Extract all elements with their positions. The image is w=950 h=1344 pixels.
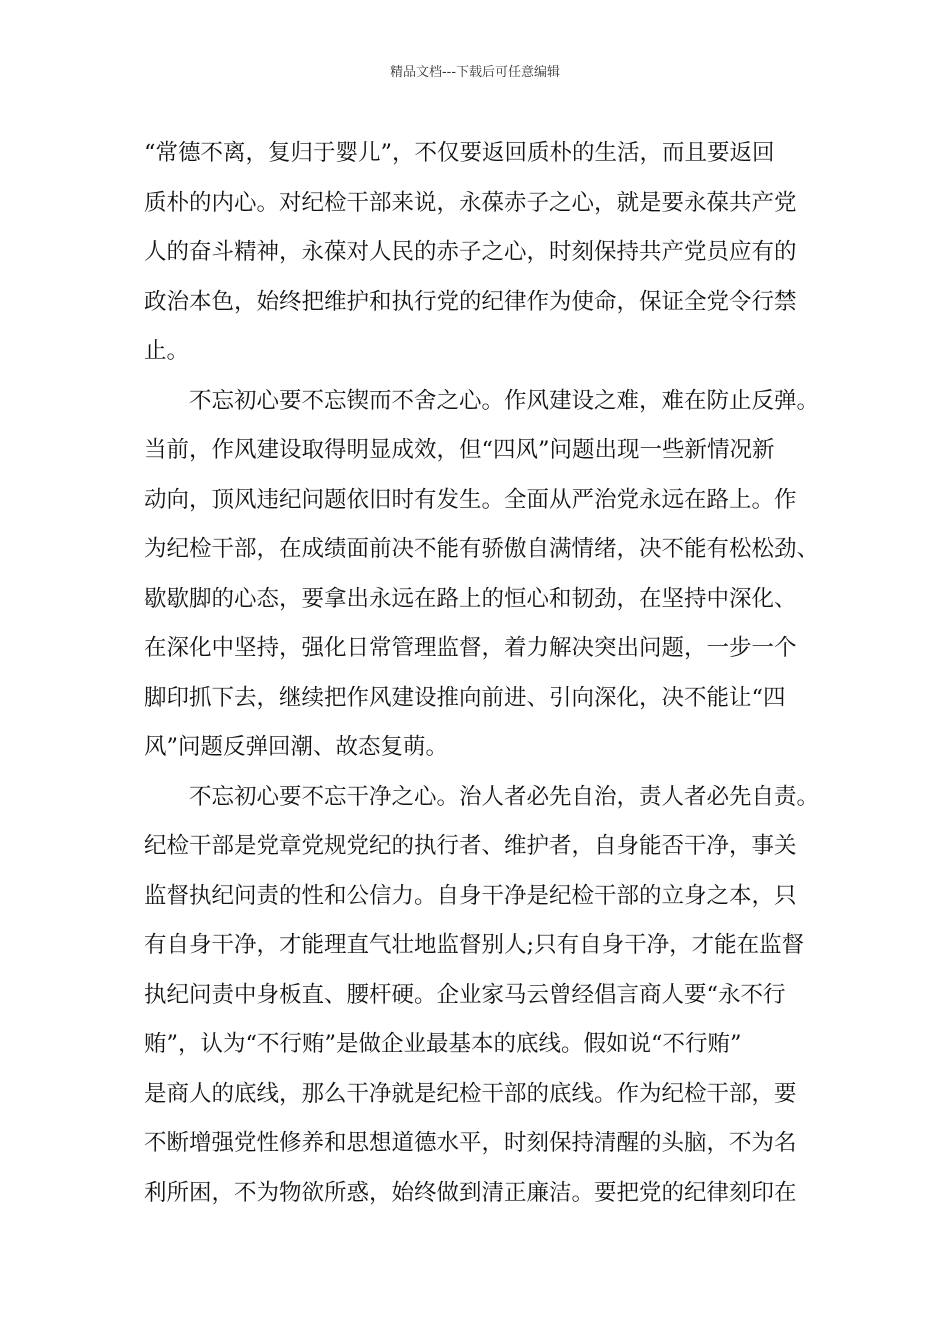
text-line: 脚印抓下去，继续把作风建设推向前进、引向深化，决不能让“四	[144, 684, 786, 711]
text-line: 不断增强党性修养和思想道德水平，时刻保持清醒的头脑，不为名	[144, 1130, 797, 1156]
text-line: 贿”，认为“不行贿”是做企业最基本的底线。假如说“不行贿”	[144, 1031, 742, 1057]
paragraph-1	[144, 129, 808, 377]
text-line: 有自身干净，才能理直气壮地监督别人;只有自身干净，才能在监督	[144, 932, 805, 958]
paragraph-3	[144, 773, 820, 1219]
text-line: 当前，作风建设取得明显成效，但“四风”问题出现一些新情况新	[144, 437, 775, 463]
text-line: 监督执纪问责的性和公信力。自身干净是纪检干部的立身之本，只	[144, 882, 797, 909]
document-body	[144, 129, 820, 1218]
text-line: 质朴的内心。对纪检干部来说，永葆赤子之心，就是要永葆共产党	[144, 189, 797, 216]
paragraph-2	[144, 377, 820, 773]
text-line: 不忘初心要不忘锲而不舍之心。作风建设之难，难在防止反弹。	[189, 387, 820, 414]
text-line: “常德不离，复归于婴儿”，不仅要返回质朴的生活，而且要返回	[144, 140, 775, 166]
text-line: 政治本色，始终把维护和执行党的纪律作为使命，保证全党令行禁	[144, 288, 797, 315]
text-line: 在深化中坚持，强化日常管理监督，着力解决突出问题，一步一个	[144, 635, 797, 661]
text-line: 歇歇脚的心态，要拿出永远在路上的恒心和韧劲，在坚持中深化、	[144, 585, 797, 612]
text-line: 动向，顶风违纪问题依旧时有发生。全面从严治党永远在路上。作	[144, 486, 797, 513]
text-line: 止。	[144, 338, 190, 364]
text-line: 不忘初心要不忘干净之心。治人者必先自治，责人者必先自责。	[189, 783, 820, 810]
text-line: 是商人的底线，那么干净就是纪检干部的底线。作为纪检干部，要	[144, 1080, 797, 1107]
text-line: 执纪问责中身板直、腰杆硬。企业家马云曾经倡言商人要“永不行	[144, 981, 786, 1008]
text-line: 纪检干部是党章党规党纪的执行者、维护者，自身能否干净，事关	[144, 833, 797, 859]
page-header: 精品文档---下载后可任意编辑	[389, 65, 561, 80]
text-line: 风”问题反弹回潮、故态复萌。	[144, 734, 449, 760]
text-line: 人的奋斗精神，永葆对人民的赤子之心，时刻保持共产党员应有的	[144, 239, 797, 265]
text-line: 为纪检干部，在成绩面前决不能有骄傲自满情绪，决不能有松松劲、	[144, 536, 820, 562]
text-line: 利所困，不为物欲所惑，始终做到清正廉洁。要把党的纪律刻印在	[144, 1179, 797, 1206]
